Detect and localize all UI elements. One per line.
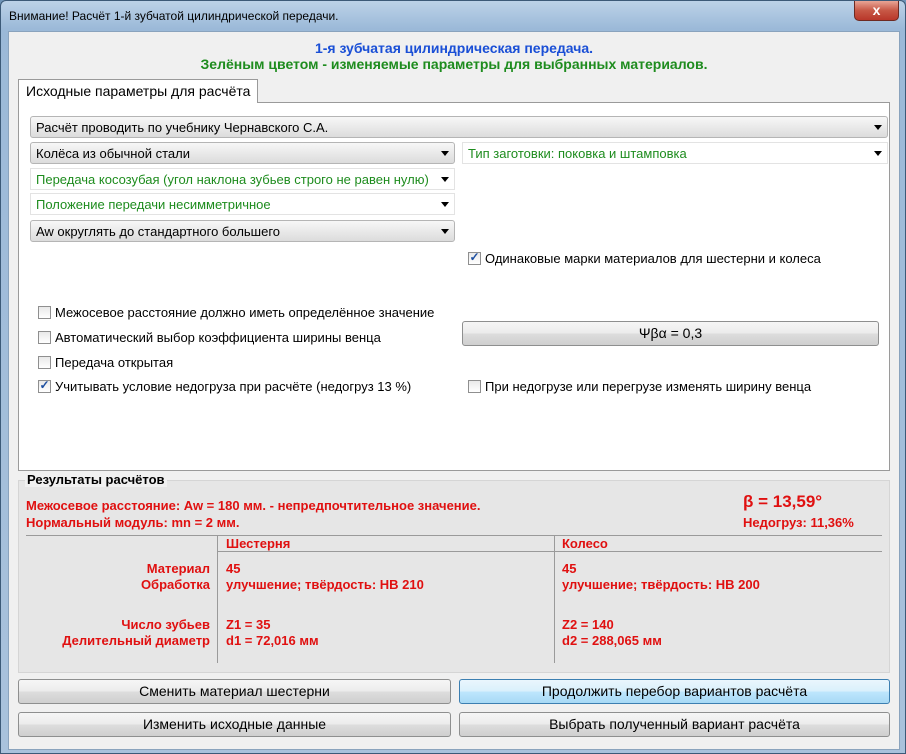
change-width-checkbox[interactable] — [468, 379, 811, 394]
checkbox-box[interactable] — [38, 306, 51, 319]
checkbox-box[interactable] — [38, 380, 51, 393]
window-title: Внимание! Расчёт 1-й зубчатой цилиндрической передачи. — [9, 9, 339, 23]
label-diameter: Делительный диаметр — [62, 633, 210, 648]
checkbox-box[interactable] — [38, 356, 51, 369]
auto-width-label: Автоматический выбор коэффициента ширины венца — [55, 330, 381, 345]
wheel-teeth: Z2 = 140 — [562, 617, 614, 632]
header-title: 1-я зубчатая цилиндрическая передача. — [314, 40, 594, 56]
tab-input-params[interactable]: Исходные параметры для расчёта — [18, 79, 258, 103]
auto-width-checkbox[interactable] — [38, 330, 381, 345]
chevron-down-icon — [441, 177, 449, 182]
aw-round-select-value: Aw округлять до стандартного большего — [36, 224, 281, 239]
blank-type-select-value: Тип заготовки: поковка и штамповка — [468, 146, 687, 161]
checkbox-box[interactable] — [468, 252, 481, 265]
title-bar[interactable] — [1, 1, 905, 29]
psi-coefficient-button[interactable]: Ψβα = 0,3 — [462, 321, 879, 346]
result-center-distance: Межосевое расстояние: Aw = 180 мм. - непредпочтительное значение. — [26, 498, 481, 513]
pinion-material: 45 — [226, 561, 241, 576]
result-beta: β = 13,59° — [743, 492, 823, 511]
chevron-down-icon — [874, 151, 882, 156]
underload-label: Учитывать условие недогруза при расчёте (недогруз 13 %) — [55, 379, 412, 394]
label-teeth: Число зубьев — [121, 617, 210, 632]
wheel-treatment: улучшение; твёрдость: HB 200 — [562, 577, 760, 592]
results-header-underline — [218, 551, 882, 552]
results-title: Результаты расчётов — [27, 472, 165, 487]
underload-checkbox[interactable] — [38, 379, 411, 394]
gear-type-select-value: Передача косозубая (угол наклона зубьев строго не равен нулю) — [36, 172, 429, 187]
column-pinion-header: Шестерня — [226, 536, 291, 551]
choose-variant-button[interactable]: Выбрать полученный вариант расчёта — [459, 712, 890, 737]
position-select[interactable] — [30, 193, 455, 215]
label-treatment: Обработка — [140, 577, 210, 592]
textbook-select-value: Расчёт проводить по учебнику Чернавского С.А. — [36, 120, 329, 135]
chevron-down-icon — [874, 125, 882, 130]
blank-type-select[interactable] — [462, 142, 888, 164]
same-materials-checkbox[interactable] — [468, 251, 821, 266]
client-area — [8, 31, 900, 750]
open-gear-label: Передача открытая — [55, 355, 174, 370]
textbook-select[interactable] — [30, 116, 888, 138]
gear-type-select[interactable] — [30, 168, 455, 190]
change-material-button[interactable]: Сменить материал шестерни — [18, 679, 451, 704]
continue-search-button[interactable]: Продолжить перебор вариантов расчёта — [459, 679, 890, 704]
center-distance-label: Межосевое расстояние должно иметь определённое значение — [55, 305, 435, 320]
change-width-label: При недогрузе или перегрузе изменять ширину венца — [485, 379, 812, 394]
wheel-material: 45 — [562, 561, 577, 576]
center-distance-checkbox[interactable] — [38, 305, 434, 320]
wheels-select[interactable] — [30, 142, 455, 164]
edit-input-button[interactable]: Изменить исходные данные — [18, 712, 451, 737]
pinion-diameter: d1 = 72,016 мм — [226, 633, 319, 648]
column-wheel-header: Колесо — [562, 536, 608, 551]
checkbox-box[interactable] — [468, 380, 481, 393]
open-gear-checkbox[interactable] — [38, 355, 173, 370]
position-select-value: Положение передачи несимметричное — [36, 197, 271, 212]
header-subtitle: Зелёным цветом - изменяемые параметры для выбранных материалов. — [200, 56, 708, 72]
tab-panel — [18, 102, 890, 471]
pinion-teeth: Z1 = 35 — [226, 617, 271, 632]
chevron-down-icon — [441, 229, 449, 234]
results-col-divider-2 — [554, 535, 555, 663]
wheels-select-value: Колёса из обычной стали — [36, 146, 190, 161]
result-module: Нормальный модуль: mn = 2 мм. — [26, 515, 240, 530]
checkmark-icon: ✓ — [39, 378, 50, 392]
label-material: Материал — [146, 561, 210, 576]
checkbox-box[interactable] — [38, 331, 51, 344]
close-button[interactable]: x — [854, 1, 899, 21]
chevron-down-icon — [441, 151, 449, 156]
aw-round-select[interactable] — [30, 220, 455, 242]
wheel-diameter: d2 = 288,065 мм — [562, 633, 662, 648]
pinion-treatment: улучшение; твёрдость: HB 210 — [226, 577, 424, 592]
same-materials-label: Одинаковые марки материалов для шестерни и колеса — [485, 251, 821, 266]
results-divider — [26, 535, 882, 536]
checkmark-icon: ✓ — [469, 250, 480, 264]
results-col-divider-1 — [217, 535, 218, 663]
chevron-down-icon — [441, 202, 449, 207]
result-underload: Недогруз: 11,36% — [743, 515, 854, 530]
